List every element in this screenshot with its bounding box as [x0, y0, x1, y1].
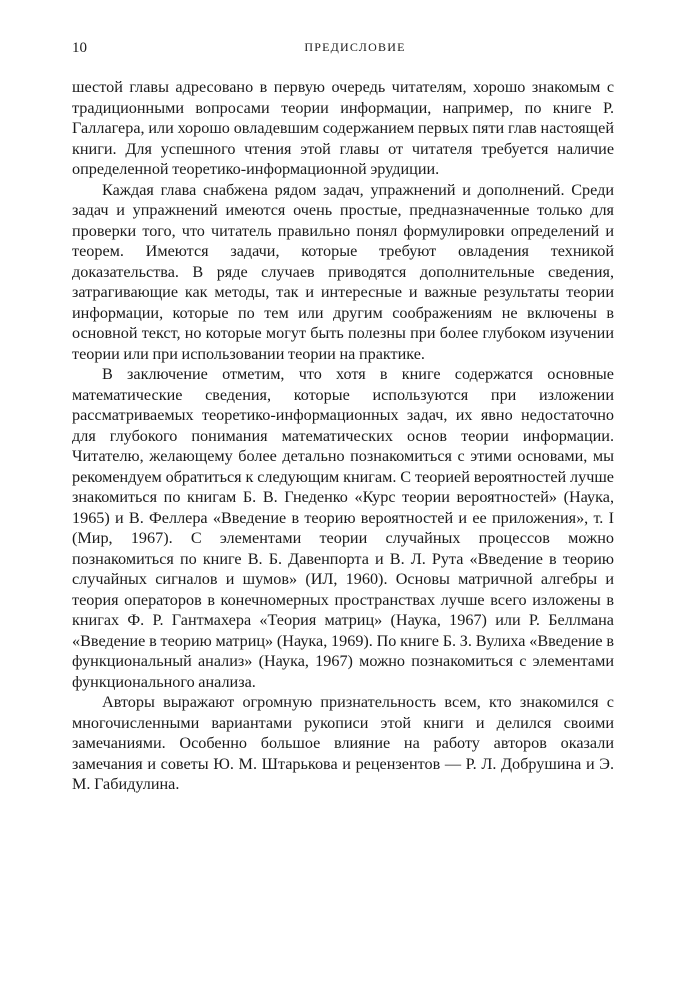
page-number: 10 — [72, 40, 87, 56]
body-text — [72, 77, 614, 795]
page-header — [72, 40, 608, 60]
paragraph-continuation: шестой главы адресовано в первую очередь читателям, хорошо знакомым с традиционными вопросами теории информации, например, по книге Р. Галлагера, или хорошо овладевшим содержанием первых пяти глав настоящей книги. Для успешного чтения этой главы от читателя требуется наличие определенной теоретико-информационной эрудиции. — [72, 78, 614, 178]
paragraph-acknowledgements: Авторы выражают огромную признательность всем, кто знакомился с многочисленными вариантами рукописи этой книги и делился своими замечаниями. Особенно большое влияние на работу авторов оказали замечания и советы Ю. М. Штарькова и рецензентов — Р. Л. Добрушина и Э. М. Габидулина. — [72, 693, 614, 793]
paragraph-references: В заключение отметим, что хотя в книге содержатся основные математические сведения, которые используются при изложении рассматриваемых теоретико-информационных задач, их явно недостаточно для глубокого понимания математических основ теории информации. Читателю, желающему более детально познакомиться с этими основами, мы рекомендуем обратиться к следующим книгам. С теорией вероятностей лучше знакомиться по книгам Б. В. Гнеденко «Курс теории вероятностей» (Наука, 1965) и В. Феллера «Введение в теорию вероятностей и ее приложения», т. I (Мир, 1967). С элементами теории случайных процессов можно познакомиться по книге В. Б. Давенпорта и В. Л. Рута «Введение в теорию случайных сигналов и шумов» (ИЛ, 1960). Основы матричной алгебры и теория операторов в конечномерных пространствах лучше всего изложены в книгах Ф. Р. Гантмахера «Теория матриц» (Наука, 1967) или Р. Беллмана «Введение в теорию матриц» (Наука, 1969). По книге Б. З. Вулиха «Введение в функциональный анализ» (Наука, 1967) можно познакомиться с элементами функционального анализа. — [72, 365, 614, 691]
paragraph-exercises: Каждая глава снабжена рядом задач, упражнений и дополнений. Среди задач и упражнений имеются очень простые, предназначенные только для проверки того, что читатель правильно понял формулировки определений и теорем. Имеются задачи, которые требуют овладения техникой доказательства. В ряде случаев приводятся дополнительные сведения, затрагивающие как методы, так и интересные и важные результаты теории информации, которые по тем или другим соображениям не включены в основной текст, но которые могут быть полезны при более глубоком изучении теории или при использовании теории на практике. — [72, 180, 614, 363]
running-title: ПРЕДИСЛОВИЕ — [304, 40, 406, 54]
